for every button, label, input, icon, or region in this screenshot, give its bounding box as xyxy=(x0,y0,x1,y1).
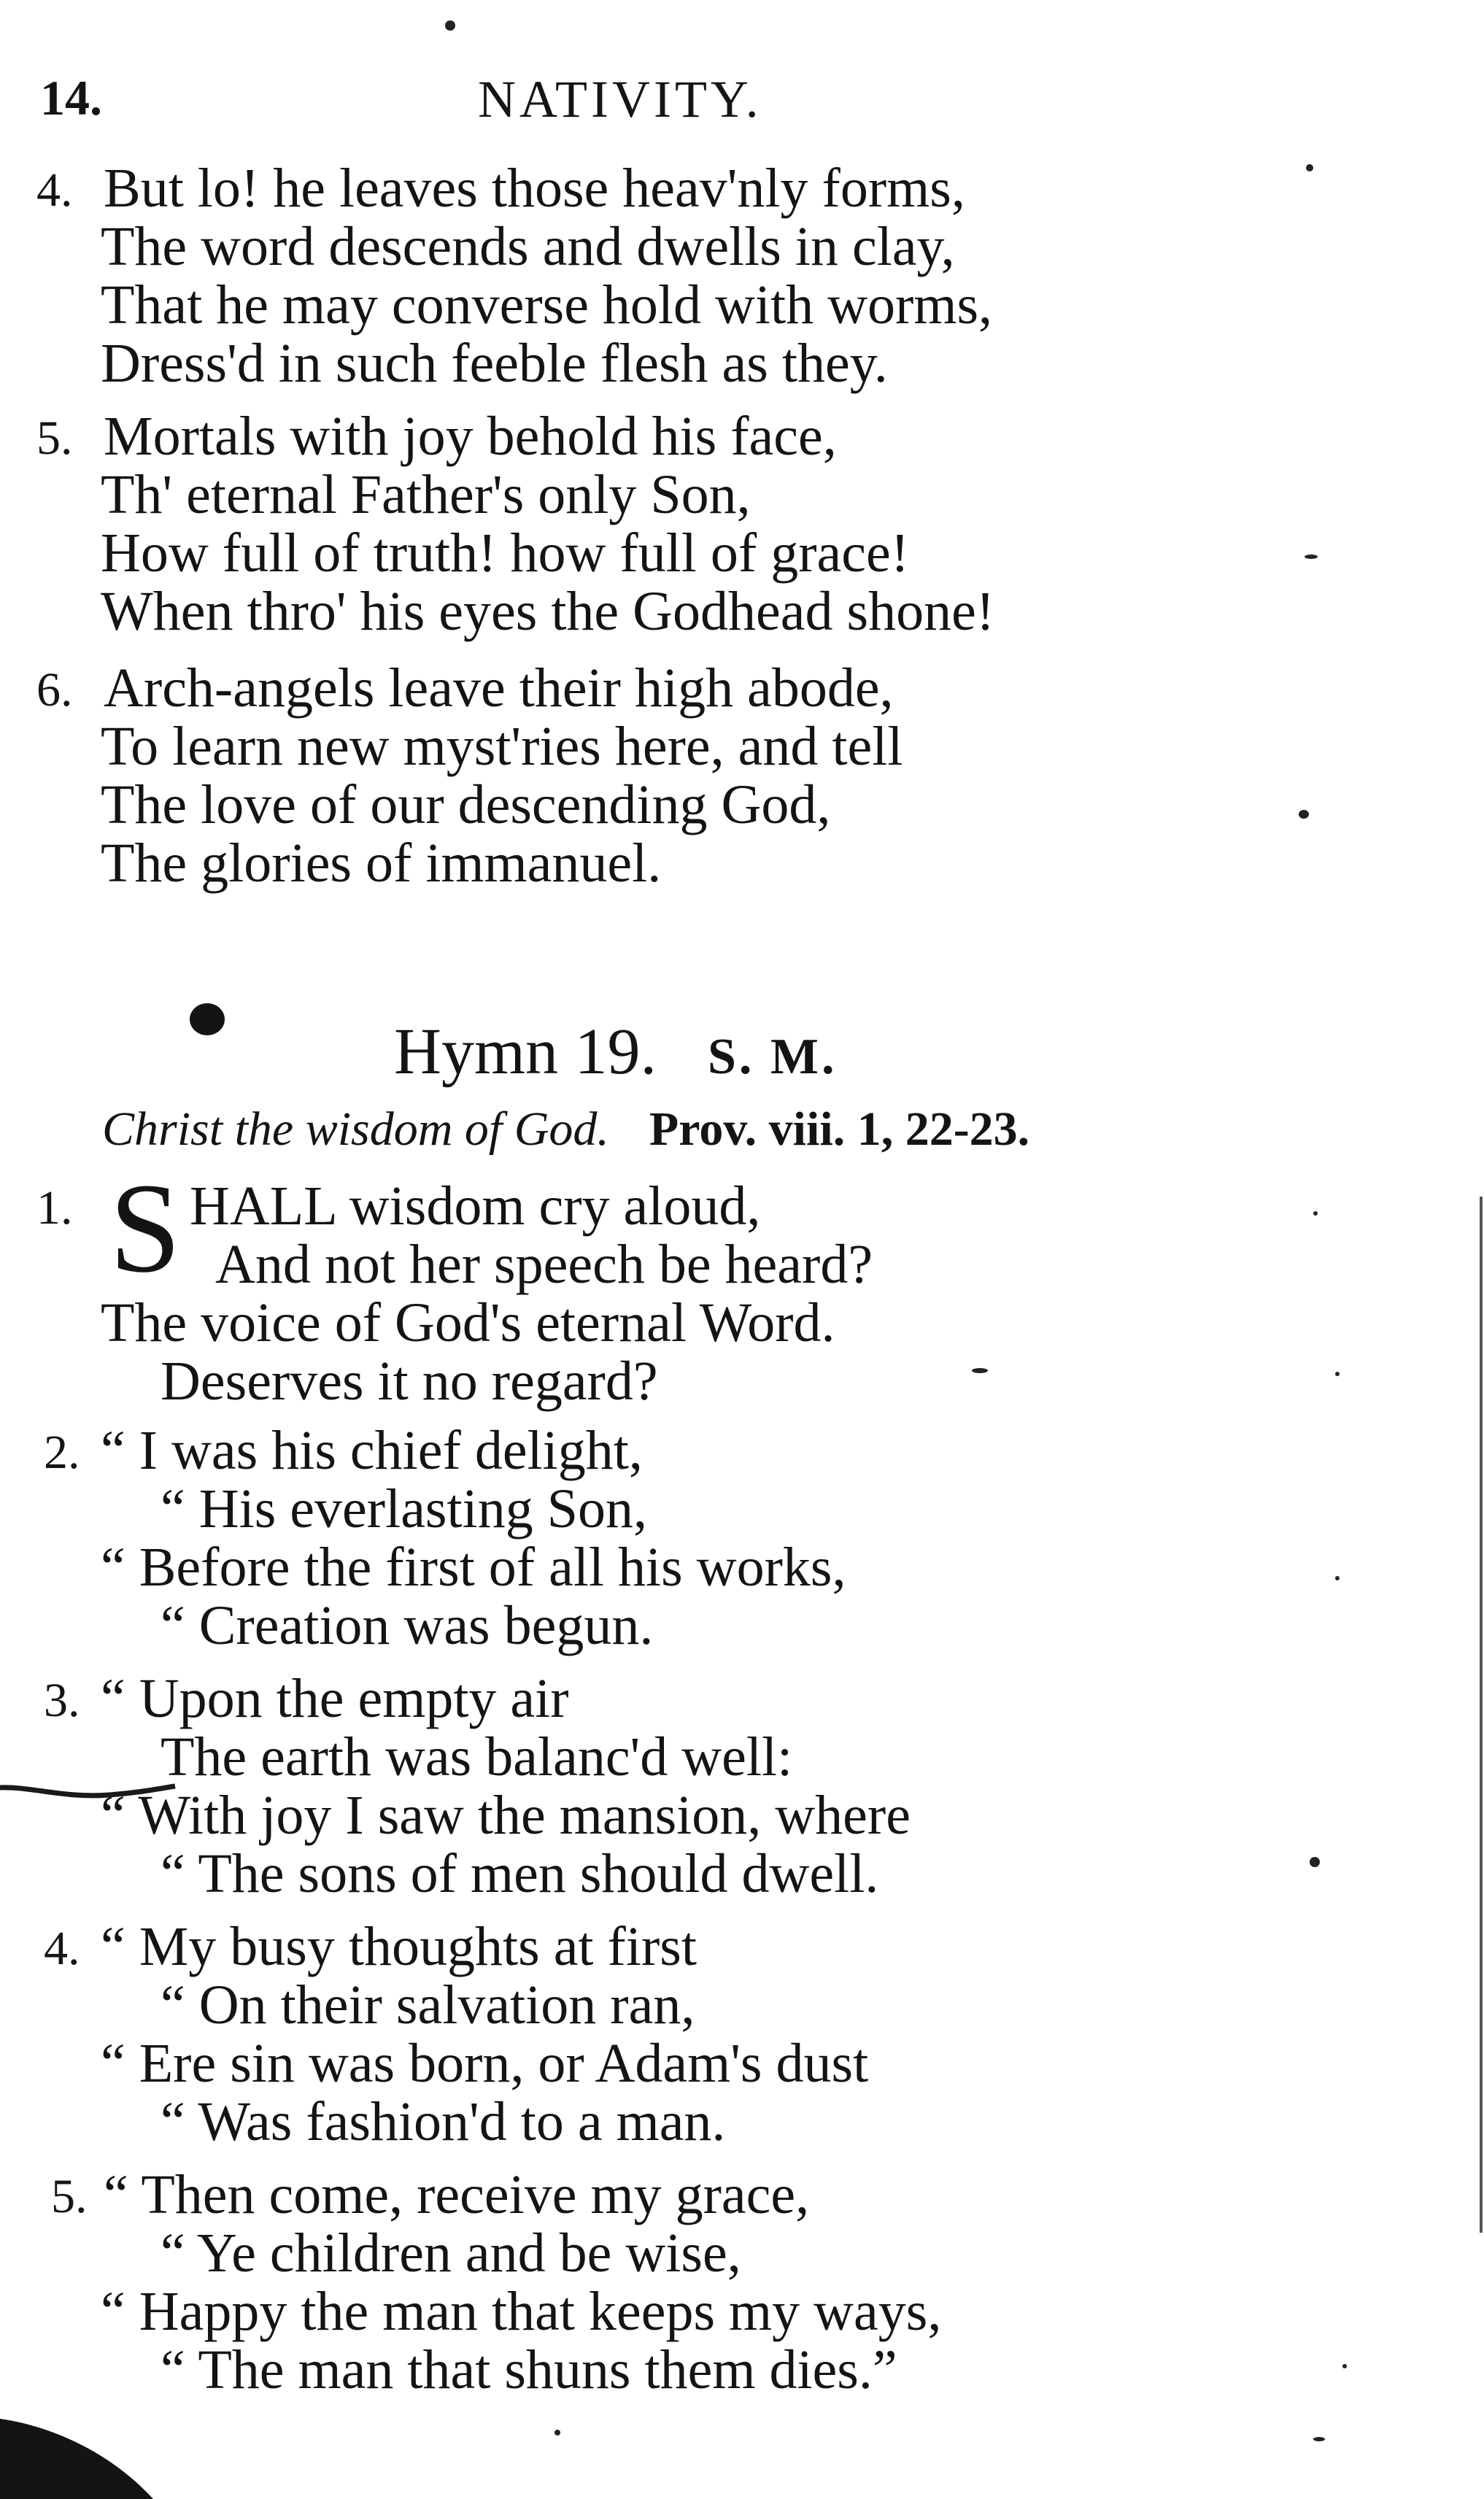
scan-speck xyxy=(1335,1372,1340,1376)
verse-line: How full of truth! how full of grace! xyxy=(101,522,910,584)
scan-speck xyxy=(1310,1857,1320,1867)
verse-line: “ With joy I saw the mansion, where xyxy=(101,1785,911,1846)
verse-line: “ Before the first of all his works, xyxy=(101,1537,846,1598)
verse-line: “ Happy the man that keeps my ways, xyxy=(101,2281,942,2342)
stanza-number: 4. xyxy=(44,1922,80,1975)
verse-line: “ The sons of men should dwell. xyxy=(161,1843,879,1904)
verse-line: “ Ye children and be wise, xyxy=(161,2222,741,2284)
drop-cap: S xyxy=(109,1157,181,1299)
verse-line: “ My busy thoughts at first xyxy=(101,1916,697,1977)
verse-line: The earth was balanc'd well: xyxy=(161,1726,793,1788)
verse-line: But lo! he leaves those heav'nly forms, xyxy=(104,158,965,219)
scan-speck xyxy=(1299,810,1309,819)
pen-mark xyxy=(0,1766,190,1824)
verse-line: “ Was fashion'd to a man. xyxy=(161,2091,726,2152)
verse-line: “ Upon the empty air xyxy=(101,1668,569,1729)
verse-line: That he may converse hold with worms, xyxy=(101,274,993,336)
hymn-meter: S. M. xyxy=(708,1029,838,1085)
stanza-number: 6. xyxy=(36,663,73,717)
scan-speck xyxy=(554,2430,560,2436)
verse-line: Dress'd in such feeble flesh as they. xyxy=(101,333,888,394)
stanza-number: 2. xyxy=(44,1426,80,1479)
scripture-reference: Prov. viii. 1, 22-23. xyxy=(649,1102,1030,1156)
verse-line: Mortals with joy behold his face, xyxy=(104,406,837,467)
scan-speck xyxy=(1342,2364,1347,2368)
scan-speck xyxy=(445,20,455,31)
ink-blot xyxy=(190,1003,225,1035)
page-header xyxy=(40,69,1353,142)
stanza-number: 4. xyxy=(36,163,73,217)
verse-line: The word descends and dwells in clay, xyxy=(101,216,955,277)
scan-speck xyxy=(1306,164,1313,171)
stanza-number: 1. xyxy=(36,1181,73,1235)
verse-line: “ On their salvation ran, xyxy=(161,1974,695,2036)
verse-line: “ The man that shuns them dies.” xyxy=(161,2339,897,2400)
verse-line: “ Ere sin was born, or Adam's dust xyxy=(101,2033,869,2094)
stanza-number: 5. xyxy=(51,2170,88,2223)
verse-line: HALL wisdom cry aloud, xyxy=(190,1175,761,1237)
verse-line: “ His everlasting Son, xyxy=(161,1478,648,1540)
verse-line: The glories of immanuel. xyxy=(101,833,662,894)
verse-line: The voice of God's eternal Word. xyxy=(101,1292,835,1353)
hymn-number: Hymn 19. xyxy=(394,1016,657,1088)
verse-line: Th' eternal Father's only Son, xyxy=(101,464,751,525)
hymn-subtitle xyxy=(102,1102,1029,1157)
verse-line: “ Creation was begun. xyxy=(161,1595,654,1656)
verse-line: And not her speech be heard? xyxy=(215,1234,873,1295)
verse-line: Deserves it no regard? xyxy=(161,1351,658,1412)
running-title: NATIVITY. xyxy=(478,70,762,128)
scan-speck xyxy=(1313,2437,1325,2441)
right-edge-line xyxy=(1480,1197,1483,2233)
verse-line: “ Then come, receive my grace, xyxy=(104,2164,810,2225)
scan-speck xyxy=(972,1368,988,1373)
verse-line: Arch-angels leave their high abode, xyxy=(104,657,894,719)
hymn-theme: Christ the wisdom of God. xyxy=(102,1102,609,1156)
edge-shadow xyxy=(0,2404,161,2499)
scan-speck xyxy=(1313,1211,1318,1216)
page-number: 14. xyxy=(40,70,102,125)
scan-speck xyxy=(1335,1576,1340,1580)
verse-line: When thro' his eyes the Godhead shone! xyxy=(101,581,995,642)
scan-speck xyxy=(1305,555,1318,559)
verse-line: The love of our descending God, xyxy=(101,774,831,835)
stanza-number: 5. xyxy=(36,412,73,465)
stanza-number: 3. xyxy=(44,1674,80,1727)
hymn-title xyxy=(394,1014,838,1089)
verse-line: To learn new myst'ries here, and tell xyxy=(101,716,903,777)
verse-line: “ I was his chief delight, xyxy=(101,1420,643,1481)
